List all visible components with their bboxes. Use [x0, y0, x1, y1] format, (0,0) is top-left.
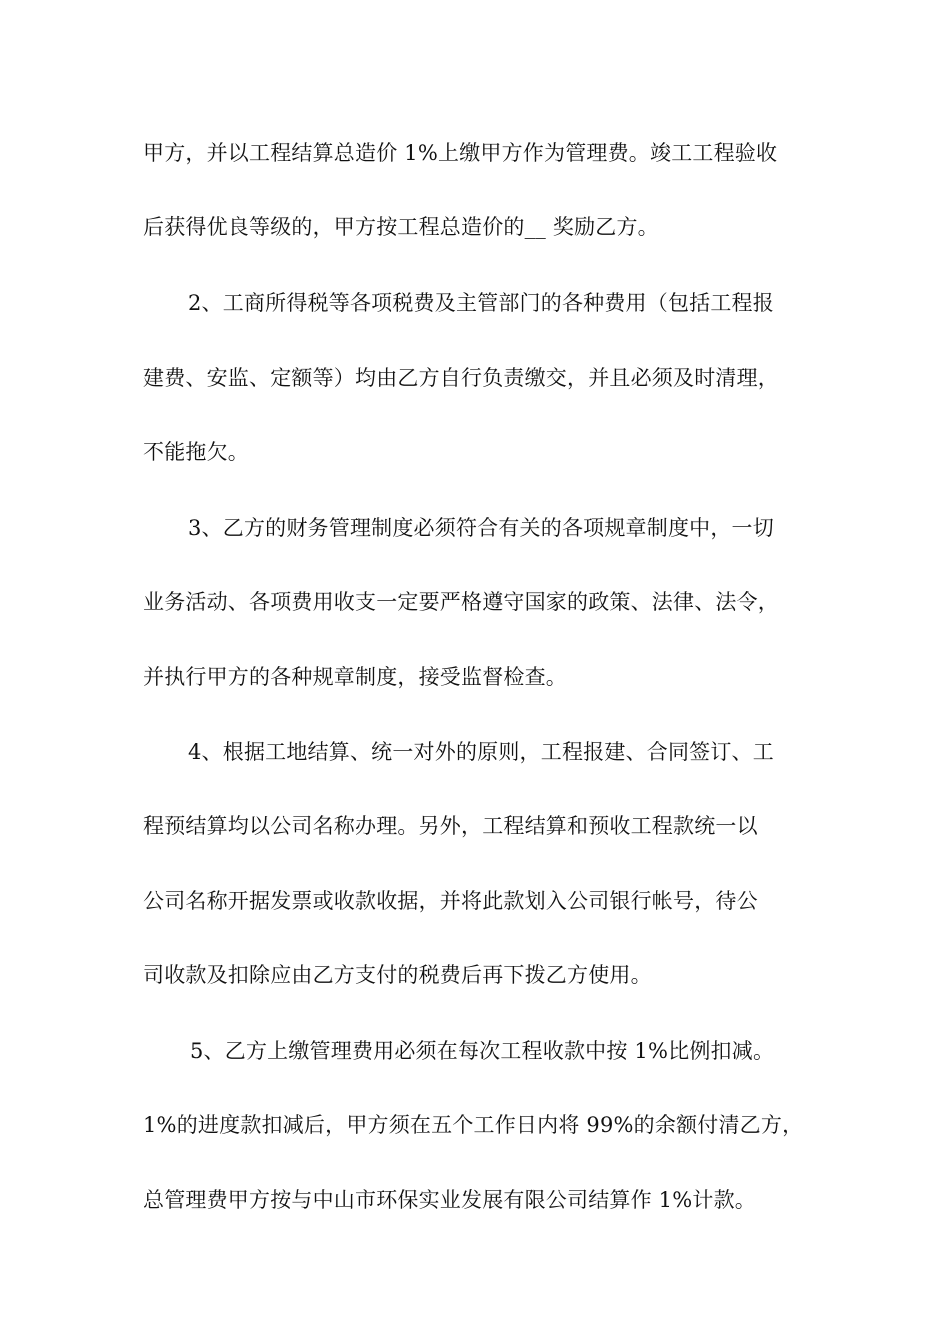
text-line: 司收款及扣除应由乙方支付的税费后再下拨乙方使用。 [143, 963, 652, 987]
text-line: 建费、安监、定额等）均由乙方自行负责缴交，并且必须及时清理， [143, 366, 779, 390]
text-line: 业务活动、各项费用收支一定要严格遵守国家的政策、法律、法令， [143, 590, 779, 614]
text-line: 并执行甲方的各种规章制度，接受监督检查。 [143, 665, 567, 689]
paragraph-5-line: 5、乙方上缴管理费用必须在每次工程收款中按 1%比例扣减。 [190, 1039, 775, 1063]
text-line: 公司名称开据发票或收款收据，并将此款划入公司银行帐号，待公 [143, 889, 758, 913]
text-line: 甲方，并以工程结算总造价 1%上缴甲方作为管理费。竣工工程验收 [143, 141, 778, 165]
text-line: 1%的进度款扣减后，甲方须在五个工作日内将 99%的余额付清乙方， [143, 1113, 804, 1137]
paragraph-2-line: 2、工商所得税等各项税费及主管部门的各种费用（包括工程报 [188, 291, 774, 315]
text-line: 不能拖欠。 [143, 440, 249, 464]
text-line: 总管理费甲方按与中山市环保实业发展有限公司结算作 1%计款。 [143, 1188, 756, 1212]
paragraph-4-line: 4、根据工地结算、统一对外的原则，工程报建、合同签订、工 [188, 740, 774, 764]
text-line: 程预结算均以公司名称办理。另外，工程结算和预收工程款统一以 [143, 814, 758, 838]
paragraph-3-line: 3、乙方的财务管理制度必须符合有关的各项规章制度中，一切 [188, 516, 774, 540]
text-line: 后获得优良等级的，甲方按工程总造价的__ 奖励乙方。 [143, 215, 659, 239]
